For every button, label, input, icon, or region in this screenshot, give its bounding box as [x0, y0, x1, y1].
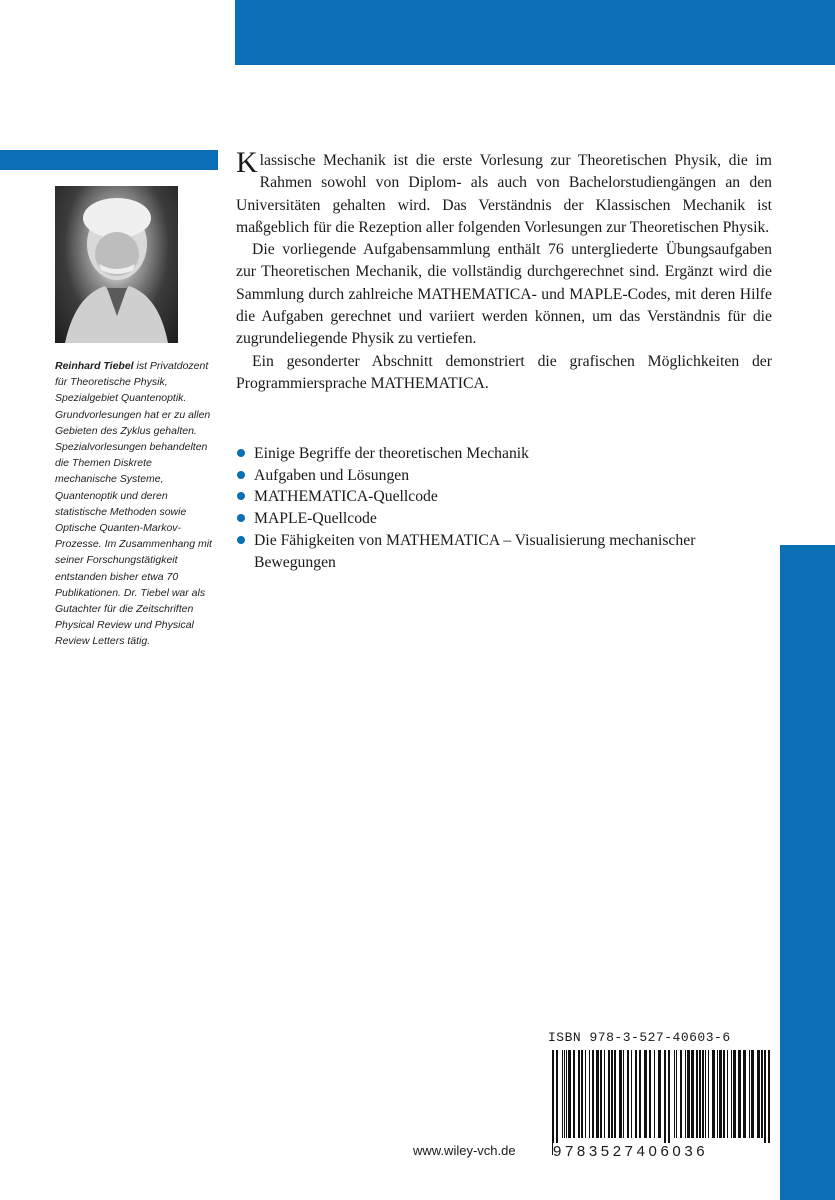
isbn-label: ISBN 978-3-527-40603-6 [548, 1030, 731, 1045]
author-bio-text: ist Privatdozent für Theoretische Physik, Spezialgebiet Quantenoptik. Grundvorlesungen hat er zu allen Gebieten des Zyklus gehalten. Spezialvorlesungen behandelten die Themen Diskrete mechanische Systeme, Quantenoptik und deren statistische Methoden sowie Optische Quanten-Markov-Prozesse. Im Zusammenhang mit seiner Forschungstätigkeit entstanden bisher etwa 70 Publikationen. Dr. Tiebel war als Gutachter für die Zeitschriften Physical Review und Physical Review Letters tätig. [55, 360, 212, 648]
publisher-website: www.wiley-vch.de [413, 1143, 516, 1158]
author-photo [55, 186, 178, 343]
list-item-text: Die Fähigkeiten von MATHEMATICA – Visualisierung mechanischer Bewegungen [254, 531, 696, 571]
list-item-text: MAPLE-Quellcode [254, 510, 377, 528]
list-item [236, 443, 772, 465]
bullet-dot-icon [237, 492, 245, 500]
bullet-dot-icon [237, 514, 245, 522]
right-accent-bar [780, 545, 835, 1200]
list-item [236, 486, 772, 508]
dropcap: K [236, 146, 258, 179]
description-paragraph-3: Ein gesonderter Abschnitt demonstriert die grafischen Möglichkeiten der Programmiersprache MATHEMATICA. [236, 352, 772, 392]
bullet-dot-icon [237, 536, 245, 544]
bullet-dot-icon [237, 449, 245, 457]
list-item [236, 530, 772, 573]
list-item-text: MATHEMATICA-Quellcode [254, 488, 438, 506]
description-paragraph-2: Die vorliegende Aufgabensammlung enthält 76 untergliederte Übungsaufgaben zur Theoretischen Mechanik, die vollständig durchgerechnet sind. Ergänzt wird die Sammlung durch zahlreiche MATHEMATICA- und MAPLE-Codes, mit deren Hilfe die Aufgaben gerechnet und variiert werden können, um das Verständnis für die zugrundeliegende Physik zu vertiefen. [236, 241, 772, 348]
description-paragraph-1 [236, 146, 772, 239]
top-accent-bar [235, 0, 835, 65]
left-accent-bar [0, 150, 218, 170]
barcode-digits: 9783527406036 [553, 1143, 775, 1160]
list-item-text: Aufgaben und Lösungen [254, 466, 410, 484]
author-name: Reinhard Tiebel [55, 360, 134, 372]
barcode-icon [548, 1050, 776, 1155]
list-item-text: Einige Begriffe der theoretischen Mechanik [254, 445, 530, 462]
list-item [236, 508, 772, 530]
contents-list [236, 443, 772, 573]
book-description [236, 146, 772, 395]
list-item [236, 465, 772, 487]
description-paragraph-1-text: lassische Mechanik ist die erste Vorlesung zur Theoretischen Physik, die im Rahmen sowohl von Diplom- als auch von Bachelorstudiengängen an den Universitäten gehalten wird. Das Verständnis der Klassischen Mechanik ist maßgeblich für die Rezeption aller folgenden Vorlesungen zur Theoretischen Physik. [236, 152, 772, 236]
author-bio [55, 358, 215, 650]
bullet-dot-icon [237, 471, 245, 479]
